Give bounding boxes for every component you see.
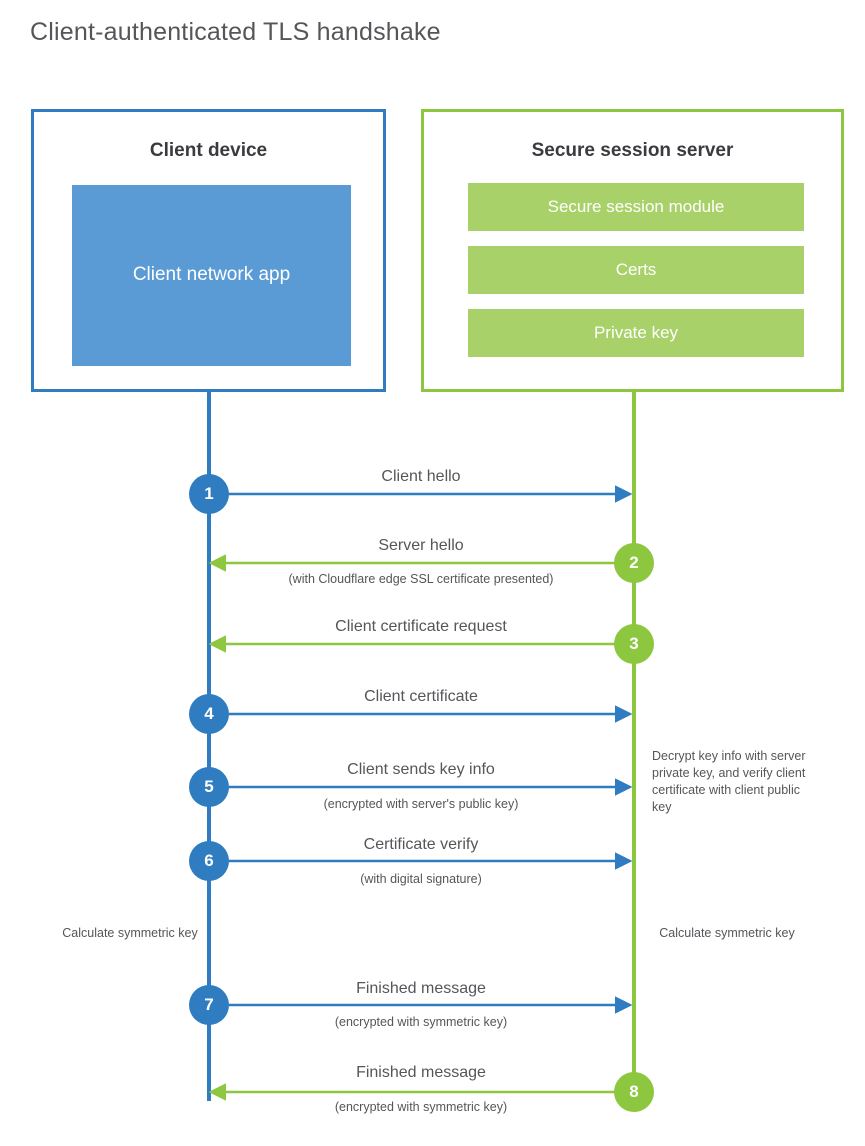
server-lifeline	[632, 392, 636, 1092]
step-badge-7: 7	[189, 985, 229, 1025]
step-label-5: Client sends key info	[347, 761, 495, 778]
secure-session-server-box	[421, 109, 844, 392]
page-title: Client-authenticated TLS handshake	[30, 18, 441, 46]
step-label-7: Finished message	[356, 980, 486, 997]
server-item-certs: Certs	[468, 246, 804, 294]
step-label-3: Client certificate request	[335, 618, 507, 635]
step-label-1: Client hello	[381, 468, 461, 485]
step-badge-4: 4	[189, 694, 229, 734]
step-sub-6: (with digital signature)	[360, 872, 482, 886]
note-client-calculate: Calculate symmetric key	[62, 926, 198, 940]
note-server-decrypt: Decrypt key info with server private key, and verify client certificate with client public key	[652, 749, 806, 814]
step-label-6: Certificate verify	[363, 836, 479, 853]
client-device-box	[31, 109, 386, 392]
server-item-secure-session-module: Secure session module	[468, 183, 804, 231]
step-label-8: Finished message	[356, 1064, 486, 1081]
step-sub-8: (encrypted with symmetric key)	[334, 1100, 508, 1114]
step-badge-2: 2	[614, 543, 654, 583]
client-network-app: Client network app	[72, 185, 351, 366]
note-server-calculate: Calculate symmetric key	[659, 926, 795, 940]
step-sub-7: (encrypted with symmetric key)	[334, 1015, 508, 1029]
step-label-2: Server hello	[378, 537, 464, 554]
step-badge-3: 3	[614, 624, 654, 664]
step-badge-1: 1	[189, 474, 229, 514]
step-sub-5: (encrypted with server's public key)	[323, 797, 519, 811]
step-badge-5: 5	[189, 767, 229, 807]
client-device-title: Client device	[149, 140, 268, 161]
step-sub-2: (with Cloudflare edge SSL certificate presented)	[288, 572, 554, 586]
step-label-4: Client certificate	[364, 688, 478, 705]
step-badge-6: 6	[189, 841, 229, 881]
server-item-private-key: Private key	[468, 309, 804, 357]
step-badge-8: 8	[614, 1072, 654, 1112]
secure-session-server-title: Secure session server	[531, 140, 734, 161]
